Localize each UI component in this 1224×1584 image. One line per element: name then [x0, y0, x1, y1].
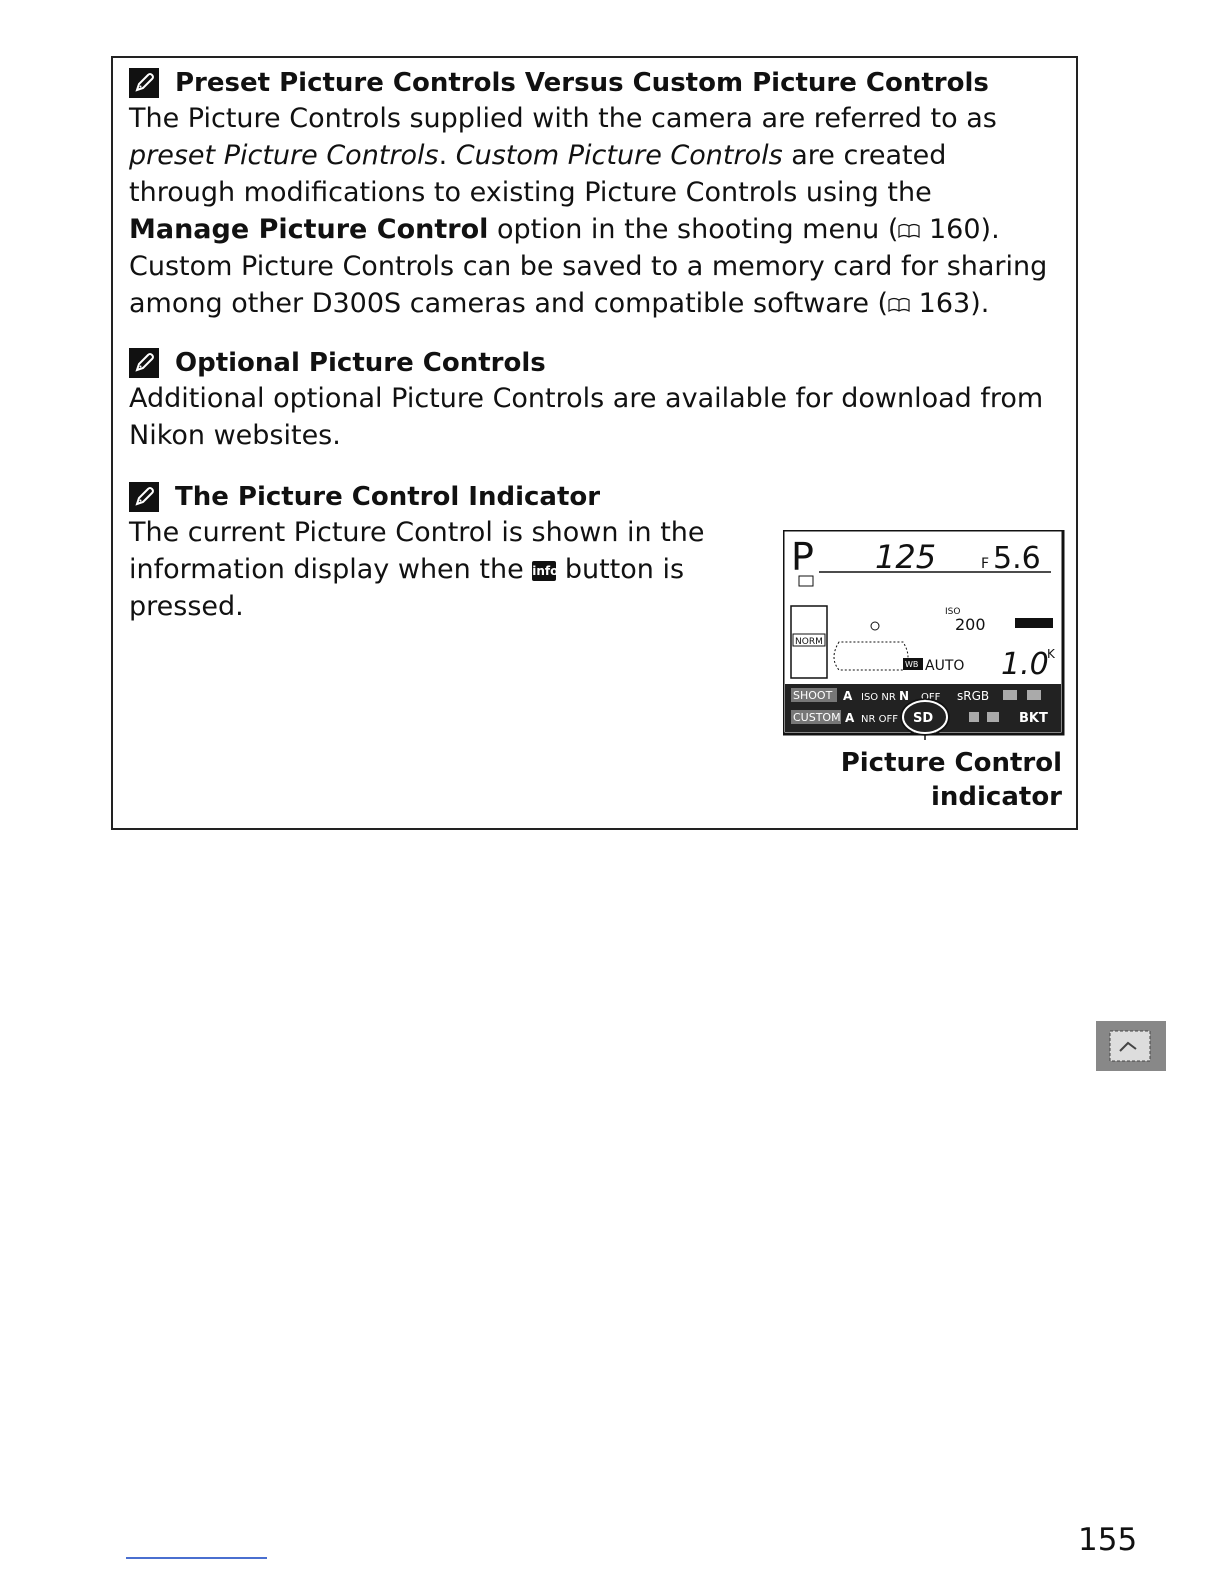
book-reference-icon [898, 214, 920, 245]
svg-text:A: A [845, 711, 855, 725]
lcd-aperture: 5.6 [993, 541, 1041, 576]
lcd-custom-label: CUSTOM [793, 711, 841, 724]
info-button-icon: info [532, 561, 556, 581]
text-run: Manage Picture Control [129, 214, 489, 245]
text-run: button is pressed. [129, 554, 685, 622]
section-preset-vs-custom [129, 66, 1060, 322]
svg-text:BKT: BKT [1019, 711, 1048, 726]
note-pencil-icon [129, 68, 159, 98]
text-run: option in the shooting menu ( [488, 214, 899, 245]
svg-text:NR OFF: NR OFF [861, 714, 898, 725]
svg-text:N: N [899, 689, 910, 703]
svg-text:sRGB: sRGB [957, 689, 990, 703]
text-run: 163). [910, 288, 990, 319]
section-paragraph [129, 514, 709, 625]
lcd-iso: 200 [955, 615, 986, 634]
text-run: are created through modifications to existing Picture Controls using the [129, 140, 947, 208]
section-heading: The Picture Control Indicator [175, 482, 601, 512]
lcd-wb-value: AUTO [925, 658, 965, 674]
section-heading: Optional Picture Controls [175, 348, 546, 378]
svg-text:OFF: OFF [921, 692, 941, 703]
lcd-mode: P [791, 535, 814, 579]
figure-caption: Picture Control indicator [840, 748, 1062, 812]
svg-text:A: A [843, 689, 853, 703]
section-paragraph [129, 380, 1060, 454]
lcd-aperture-prefix: F [981, 556, 990, 572]
lcd-frames: 1.0 [1001, 647, 1049, 682]
section-paragraph [129, 100, 1060, 322]
text-run: The current Picture Control is shown in the information display when the [129, 517, 705, 585]
text-run: Custom Picture Controls [455, 140, 783, 171]
lcd-quality: NORM [795, 637, 823, 647]
book-reference-icon [888, 288, 910, 319]
information-display-illustration [783, 530, 1065, 740]
picture-control-tab-icon [1096, 1021, 1166, 1071]
text-run: Additional optional Picture Controls are available for download from Nikon websites. [129, 383, 1044, 451]
lcd-iso-label: ISO [945, 607, 961, 617]
text-run: . [438, 140, 456, 171]
lcd-shoot-label: SHOOT [793, 689, 833, 702]
text-run: 160). Custom Picture Controls can be saved to a memory card for sharing among other D300S cameras and compatible software ( [129, 214, 1048, 319]
lcd-k-label: K [1047, 647, 1055, 661]
section-heading: Preset Picture Controls Versus Custom Picture Controls [175, 68, 989, 98]
note-pencil-icon [129, 348, 159, 378]
picture-control-indicator: SD [913, 711, 934, 726]
text-run: preset Picture Controls [129, 140, 439, 171]
notes-box [111, 56, 1078, 830]
lcd-shutter: 125 [875, 538, 937, 576]
footer-rule [126, 1557, 267, 1559]
page-number: 155 [1078, 1522, 1138, 1558]
text-run: The Picture Controls supplied with the camera are referred to as [129, 103, 997, 134]
section-optional [129, 346, 1060, 454]
lcd-wb-badge: WB [905, 660, 919, 669]
note-pencil-icon [129, 482, 159, 512]
svg-text:ISO NR: ISO NR [861, 692, 896, 703]
